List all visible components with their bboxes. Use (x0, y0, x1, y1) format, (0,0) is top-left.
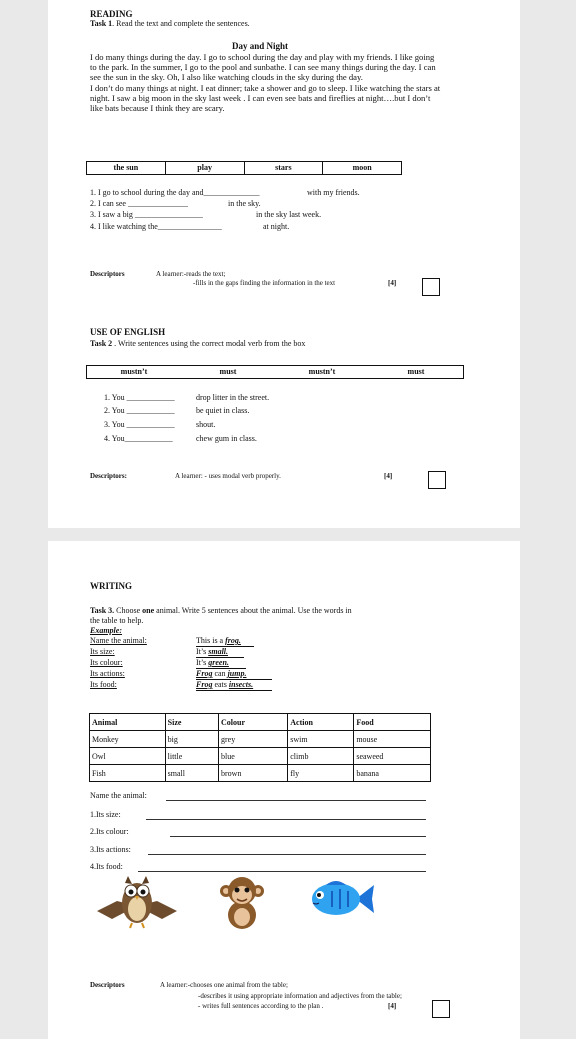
table-header: Size (165, 714, 218, 731)
worksheet-page-1 (48, 0, 520, 528)
table-row (90, 748, 431, 765)
word-box-item: moon (322, 162, 401, 174)
table-cell: banana (354, 765, 431, 782)
task3-instruction: Task 3. Choose one animal. Write 5 sentences about the animal. Use the words in (90, 606, 352, 615)
modal-sentence-4[interactable]: 4. You____________ (104, 434, 173, 443)
word-box-item: mustn’t (120, 367, 148, 376)
sentence-3[interactable]: 3. I saw a big _________________ (90, 210, 203, 219)
answer-line-colour[interactable] (170, 836, 426, 837)
sentence-1-end: with my friends. (307, 188, 360, 197)
example-value-actions: Frog can jump. (196, 669, 272, 680)
sentence-3-end: in the sky last week. (256, 210, 322, 219)
table-cell: brown (219, 765, 288, 782)
example-label-food: Its food: (90, 680, 117, 689)
table-cell: climb (288, 748, 354, 765)
prompt-size: 1.Its size: (90, 810, 121, 819)
prompt-food: 4.Its food: (90, 862, 123, 871)
fish-picture (306, 877, 376, 921)
table-cell: seaweed (354, 748, 431, 765)
answer-line-name[interactable] (166, 800, 426, 801)
use-of-english-heading: USE OF ENGLISH (90, 327, 166, 337)
task2-instruction: Task 2 . Write sentences using the correct modal verb from the box (90, 339, 306, 348)
task1-instruction: Task 1. Read the text and complete the sentences. (90, 19, 250, 28)
english-score-checkbox[interactable] (428, 471, 446, 489)
english-score: [4] (384, 472, 393, 480)
table-cell: Fish (90, 765, 166, 782)
prompt-colour: 2.Its colour: (90, 827, 129, 836)
reading-descriptors-label: Descriptors (90, 270, 125, 278)
writing-score-checkbox[interactable] (432, 1000, 450, 1018)
writing-descriptor: - writes full sentences according to the plan . (198, 1002, 324, 1010)
english-descriptors-label: Descriptors: (90, 472, 127, 480)
modal-sentence-3-end: shout. (196, 420, 216, 429)
table-cell: big (165, 731, 218, 748)
modal-word-box (86, 365, 464, 379)
task3-instruction-cont: the table to help. (90, 616, 144, 625)
word-box-item: play (165, 162, 244, 174)
table-row (90, 765, 431, 782)
sentence-2-end: in the sky. (228, 199, 261, 208)
reading-score-checkbox[interactable] (422, 278, 440, 296)
answer-line-size[interactable] (146, 819, 426, 820)
table-header: Food (354, 714, 431, 731)
reading-heading: READING (90, 9, 133, 19)
table-header: Animal (90, 714, 166, 731)
table-header-row (90, 714, 431, 731)
modal-sentence-3[interactable]: 3. You ____________ (104, 420, 175, 429)
reading-descriptor: A learner:-reads the text; (156, 270, 226, 278)
example-value-colour: It’s green. (196, 658, 246, 669)
example-label-actions: Its actions: (90, 669, 125, 678)
table-cell: mouse (354, 731, 431, 748)
sentence-4[interactable]: 4. I like watching the________________ (90, 222, 222, 231)
table-cell: fly (288, 765, 354, 782)
sentence-4-end: at night. (263, 222, 290, 231)
animal-table (89, 713, 431, 782)
writing-score: [4] (388, 1002, 397, 1010)
table-cell: small (165, 765, 218, 782)
example-value-food: Frog eats insects. (196, 680, 272, 691)
answer-line-actions[interactable] (148, 854, 426, 855)
table-header: Action (288, 714, 354, 731)
table-cell: Owl (90, 748, 166, 765)
modal-sentence-1-end: drop litter in the street. (196, 393, 270, 402)
english-descriptor: A learner: - uses modal verb properly. (175, 472, 281, 480)
table-cell: Monkey (90, 731, 166, 748)
prompt-name: Name the animal: (90, 791, 147, 800)
word-box-item: mustn’t (308, 367, 336, 376)
table-cell: swim (288, 731, 354, 748)
example-value-size: It’s small. (196, 647, 244, 658)
example-label: Example: (90, 626, 122, 635)
sentence-1[interactable]: 1. I go to school during the day and______________ (90, 188, 260, 197)
modal-sentence-1[interactable]: 1. You ____________ (104, 393, 175, 402)
table-cell: blue (219, 748, 288, 765)
example-label-size: Its size: (90, 647, 115, 656)
writing-descriptor: A learner:-chooses one animal from the table; (160, 981, 288, 989)
word-box-item: the sun (113, 163, 139, 172)
modal-sentence-2[interactable]: 2. You ____________ (104, 406, 175, 415)
writing-descriptor: -describes it using appropriate information and adjectives from the table; (198, 992, 402, 1000)
owl-picture (92, 871, 182, 931)
monkey-picture (218, 873, 266, 931)
reading-score: [4] (388, 279, 397, 287)
word-box-item: stars (244, 162, 323, 174)
writing-descriptors-label: Descriptors (90, 981, 125, 989)
text-title: Day and Night (232, 41, 289, 51)
word-box-item: must (407, 367, 425, 376)
reading-descriptor: -fills in the gaps finding the information in the text (193, 279, 336, 287)
table-cell: little (165, 748, 218, 765)
word-box-item: must (219, 367, 237, 376)
worksheet-page-2 (48, 541, 520, 1039)
reading-word-box (86, 161, 402, 175)
modal-sentence-4-end: chew gum in class. (196, 434, 257, 443)
example-value-name: This is a frog. (196, 636, 254, 647)
prompt-actions: 3.Its actions: (90, 845, 131, 854)
example-label-name: Name the animal: (90, 636, 147, 645)
sentence-2[interactable]: 2. I can see _______________ (90, 199, 188, 208)
reading-text: I do many things during the day. I go to school during the day and play with my friends. I like going to the park. In the summer, I go to the pool and sunbathe. I can see many things during the day. I can see the sun in the sky. Oh, I also like watching clouds in the sky during the day. I don’t do many things at night. I eat dinner; take a shower and go to sleep. I like watching the stars at night. I saw a big moon in the sky last week . I can even see bats and fireflies at night….but I don’t like bats because I think they are scary. (90, 52, 441, 114)
table-row (90, 731, 431, 748)
writing-heading: WRITING (90, 581, 133, 591)
modal-sentence-2-end: be quiet in class. (196, 406, 250, 415)
table-cell: grey (219, 731, 288, 748)
table-header: Colour (219, 714, 288, 731)
example-label-colour: Its colour: (90, 658, 123, 667)
